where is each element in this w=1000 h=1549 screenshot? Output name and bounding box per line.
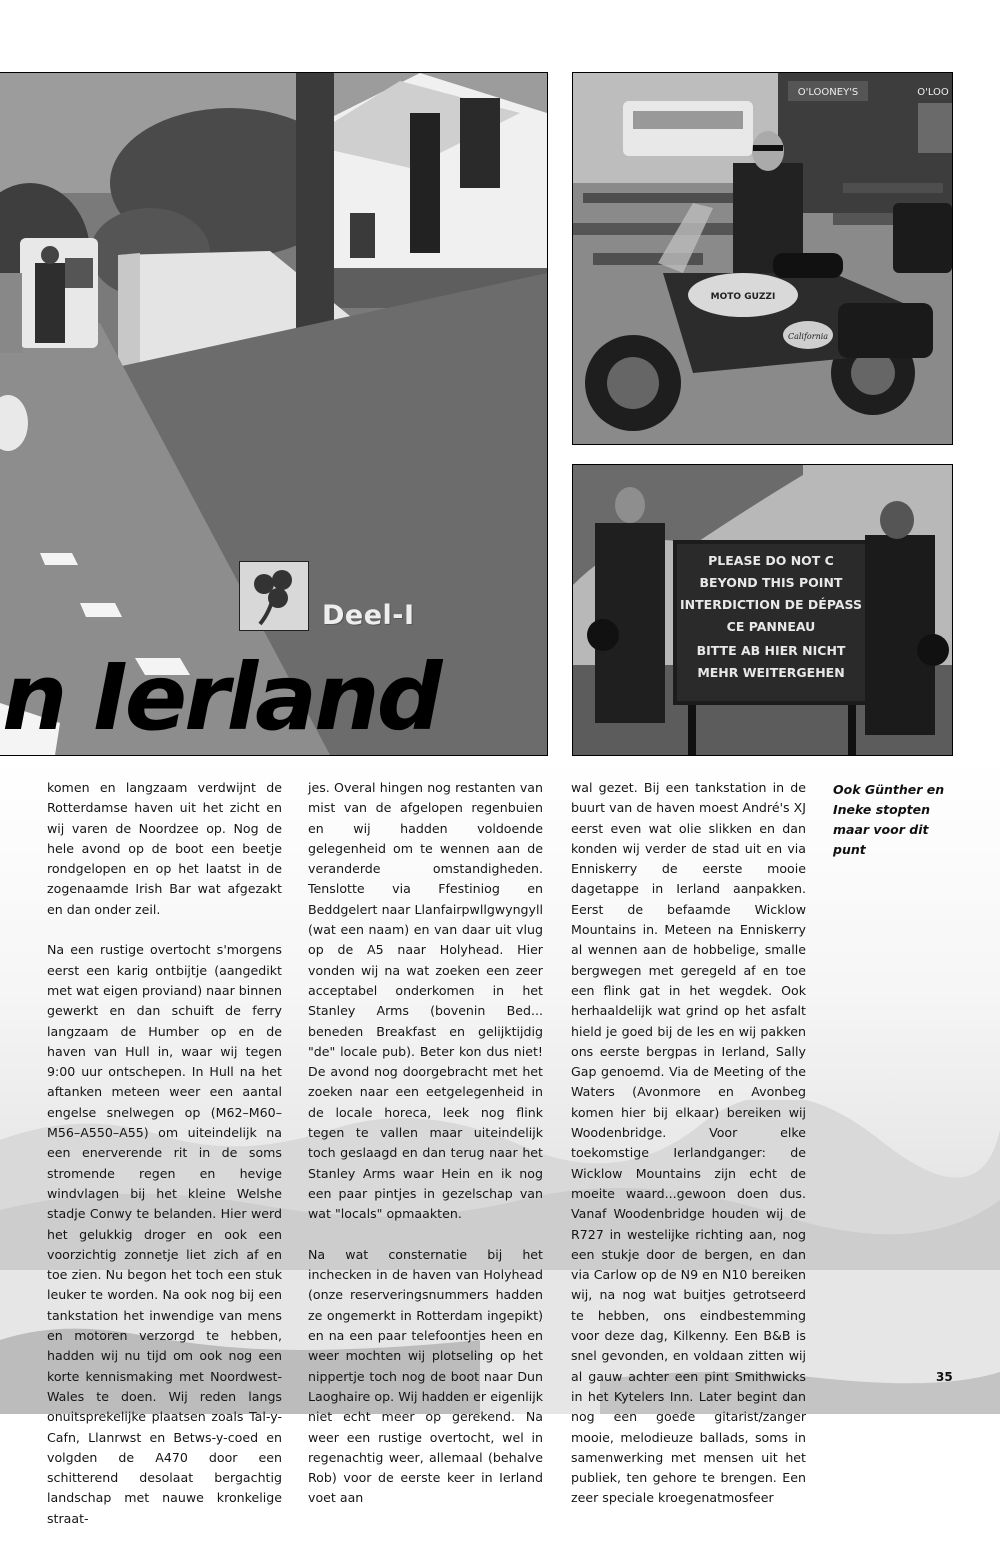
page-title: n Ierland bbox=[2, 644, 440, 751]
shamrock-icon bbox=[239, 561, 309, 631]
sign-line-1: PLEASE DO NOT C bbox=[708, 553, 834, 568]
paragraph: komen en langzaam verdwijnt de Rotterdamse haven uit het zicht en wij varen de Noordzee op. Nog de hele avond op de boot een beetje rondgelopen en op het laatst in de zogenaamde Irish Bar wat afgezakt en dan onder zeil. bbox=[47, 780, 282, 917]
article-column-2 bbox=[308, 778, 543, 1529]
pub-sign-left: O'LOONEY'S bbox=[797, 87, 859, 98]
sign-line-6: MEHR WEITERGEHEN bbox=[697, 665, 845, 680]
paragraph: wal gezet. Bij een tankstation in de buurt van de haven moest André's XJ eerst even wat olie slikken en dan konden wij verder de stad uit en via Enniskerry de eerste mooie dagetappe in Ierland aanpakken. Eerst de befaamde Wicklow Mountains in. Meteen na Enniskerry al wennen aan de hobbelige, smalle bergwegen met geregeld af en toe een flink gat in het wegdek. Ook herhaaldelijk wat grind op het asfalt hield je goed bij de les en wij pakken ons eerste bergpas in Ierland, Sally Gap genoemd. Via de Meeting of the Waters (Avonmore en Avonbeg komen hier bij elkaar) bereiken wij Woodenbridge. Voor elke toekomstige Ierlandganger: de Wicklow Mountains zijn echt de moeite waard...gewoon doen dus. Vanaf Woodenbridge houden wij de R727 in westelijke richting aan, nog een stukje door de bergen, en dan via Carlow op de N9 en N10 bereiken wij, na nog wat buitjes getrotseerd te hebben, ons eindbestemming voor deze dag, Kilkenny. Een B&B is snel gevonden, en voldaan zitten wij al gauw achter een pint Smithwicks in het Kytelers Inn. Later begint dan nog een goede gitarist/zanger mooie, melodieuze ballads, soms in samenwerking met mensen uit het publiek, ten gehore te brengen. Een zeer speciale kroegenatmosfeer bbox=[571, 780, 806, 1506]
paragraph: jes. Overal hingen nog restanten van mist van de afgelopen regenbuien en wij hadden voldoende gelegenheid om te wennen aan de veranderde omstandigheden. Tenslotte via Ffestiniog en Beddgelert naar Llanfairpwllgwyngyll (wat een naam) en van daar uit vlug op de A5 naar Holyhead. Hier vonden wij na wat zoeken een zeer acceptabel onderkomen in het Stanley Arms (bovenin Bed... beneden Breakfast en gelijktijdig "de" locale pub). Beter kon dus niet! De avond nog doorgebracht met het zoeken naar een eetgelegenheid in de locale horeca, leek nog flink tegen te vallen maar uiteindelijk toch geslaagd en dan terug naar het Stanley Arms waar Hein en ik nog een paar pintjes in gezelschap van wat "locals" opmaakten. bbox=[308, 780, 543, 1222]
sign-line-2: BEYOND THIS POINT bbox=[699, 575, 843, 590]
paragraph: Na een rustige overtocht s'morgens eerst een karig ontbijtje (aangedikt met wat eigen proviand) naar binnen gewerkt en dan schuift de ferry langzaam de Humber op en de haven van Hull in, waar wij tegen 9:00 uur ontschepen. In Hull na het aftanken meteen weer een aantal engelse snelwegen op (M62–M60–M56–A550–A55) om uiteindelijk na een enerverende rit in de soms stromende regen en hevige windvlagen bij het kleine Welshe stadje Conwy te belanden. Hier werd het gelukkig droger en ook een voorzichtig zonnetje liet zich af en toe zien. Nu begon het toch een stuk leuker te worden. Na ook nog bij een tankstation het inwendige van mens en motoren verzorgd te hebben, hadden wij nu tijd om ook nog een korte kennismaking met Noordwest-Wales te doen. Wij reden langs onuitsprekelijke plaatsen zoals Tal-y-Cafn, Llanrwst en Betws-y-coed en volgden de A470 door een schitterend desolaat bergachtig landschap met nauwe kronkelige straat- bbox=[47, 942, 282, 1526]
pub-sign-right: O'LOO bbox=[917, 87, 949, 98]
photo-caption: Ook Günther en Ineke stopten maar voor dit punt bbox=[833, 782, 945, 857]
article-column-3 bbox=[571, 778, 806, 1529]
paragraph: Na wat consternatie bij het inchecken in de haven van Holyhead (onze reserveringsnummers hadden ze ongemerkt in Rotterdam ingepikt) en na een paar telefoontjes heen en weer mochten wij plotseling op het nippertje toch nog de boot naar Dun Laoghaire op. Wij hadden er eigenlijk niet echt meer op gerekend. Na weer een rustige overtocht, wel in regenachtig weer, allemaal (behalve Rob) voor de eerste keer in Ierland voet aan bbox=[308, 1246, 543, 1506]
page-number: 35 bbox=[936, 1370, 953, 1384]
photo-warning-sign bbox=[572, 464, 953, 756]
photo-motorcycle bbox=[572, 72, 953, 445]
sign-line-3: INTERDICTION DE DÉPASS bbox=[680, 597, 862, 612]
sign-line-4: CE PANNEAU bbox=[726, 619, 816, 634]
article-column-1 bbox=[47, 778, 282, 1549]
bike-tank-label: MOTO GUZZI bbox=[710, 292, 776, 302]
part-label: Deel-I bbox=[322, 600, 415, 631]
bike-side-label: California bbox=[787, 332, 829, 341]
sign-line-5: BITTE AB HIER NICHT bbox=[696, 643, 846, 658]
